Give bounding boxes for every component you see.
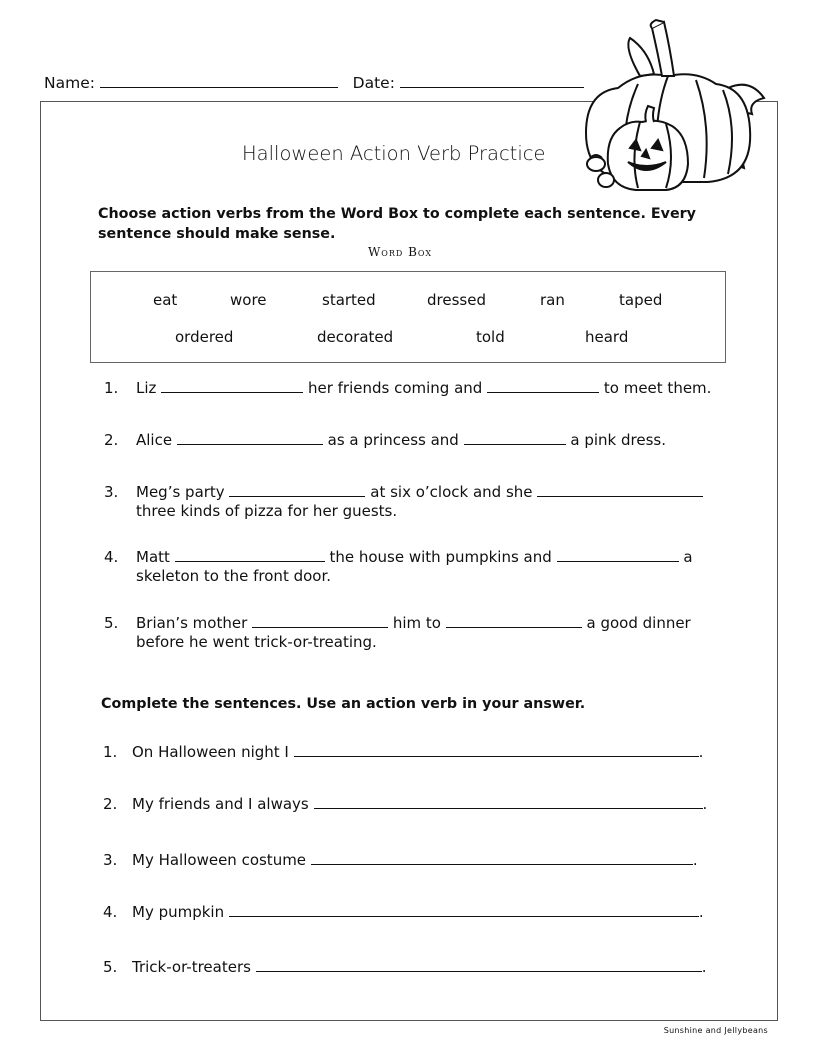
answer-line[interactable] bbox=[294, 755, 699, 757]
completion-item: 3. My Halloween costume . bbox=[103, 851, 698, 869]
word-box-word: wore bbox=[230, 291, 267, 309]
answer-line[interactable] bbox=[314, 807, 703, 809]
date-label: Date: bbox=[352, 74, 395, 92]
sentence-item: 2. Alice as a princess and a pink dress. bbox=[104, 431, 667, 449]
instructions-complete: Complete the sentences. Use an action verb in your answer. bbox=[101, 696, 586, 712]
date-blank[interactable] bbox=[400, 86, 584, 88]
answer-blank[interactable] bbox=[464, 443, 566, 445]
word-box-word: started bbox=[322, 291, 376, 309]
instructions-word-box: Choose action verbs from the Word Box to complete each sentence. Every sentence should make sense. bbox=[98, 206, 697, 242]
answer-line[interactable] bbox=[229, 915, 699, 917]
name-date-header bbox=[44, 74, 584, 92]
word-box-label: Word Box bbox=[367, 245, 433, 259]
completion-item: 1. On Halloween night I . bbox=[103, 743, 704, 761]
word-box-word: taped bbox=[619, 291, 663, 309]
name-blank[interactable] bbox=[100, 86, 338, 88]
answer-blank[interactable] bbox=[177, 443, 323, 445]
sentence-item: 5. Brian’s mother him to a good dinner before he went trick-or-treating. bbox=[104, 614, 691, 651]
completion-item: 2. My friends and I always . bbox=[103, 795, 708, 813]
answer-blank[interactable] bbox=[252, 626, 388, 628]
completion-item: 5. Trick-or-treaters . bbox=[103, 958, 707, 976]
answer-blank[interactable] bbox=[229, 495, 365, 497]
pumpkin-clipart-icon bbox=[578, 18, 768, 193]
sentence-item: 3. Meg’s party at six o’clock and she three kinds of pizza for her guests. bbox=[104, 483, 703, 521]
sentence-item: 1. Liz her friends coming and to meet them. bbox=[104, 379, 712, 397]
answer-blank[interactable] bbox=[557, 560, 679, 562]
word-box-word: ordered bbox=[175, 328, 234, 346]
sentence-item: 4. Matt the house with pumpkins and a skeleton to the front door. bbox=[104, 548, 693, 585]
word-box-word: dressed bbox=[427, 291, 486, 309]
word-box-word: decorated bbox=[317, 328, 394, 346]
word-box bbox=[90, 271, 726, 363]
answer-line[interactable] bbox=[256, 970, 702, 972]
footer-credit: Sunshine and Jellybeans bbox=[663, 1026, 768, 1035]
answer-blank[interactable] bbox=[487, 391, 599, 393]
word-box-word: ran bbox=[540, 291, 565, 309]
word-box-word: heard bbox=[585, 328, 629, 346]
answer-blank[interactable] bbox=[537, 495, 703, 497]
page-title: Halloween Action Verb Practice bbox=[242, 142, 546, 165]
word-box-word: eat bbox=[153, 291, 178, 309]
answer-line[interactable] bbox=[311, 863, 693, 865]
word-box-word: told bbox=[476, 328, 505, 346]
answer-blank[interactable] bbox=[161, 391, 303, 393]
answer-blank[interactable] bbox=[446, 626, 582, 628]
completion-item: 4. My pumpkin . bbox=[103, 903, 704, 921]
answer-blank[interactable] bbox=[175, 560, 325, 562]
name-label: Name: bbox=[44, 74, 95, 92]
